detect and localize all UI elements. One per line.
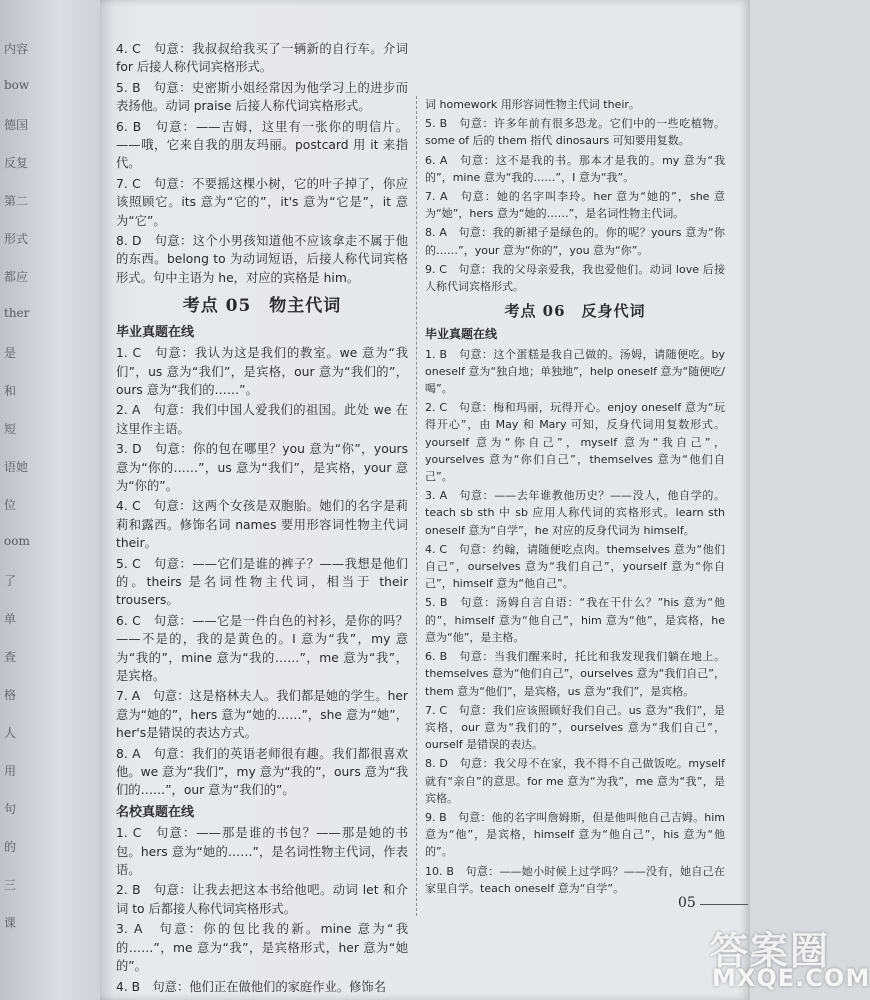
answer-item: 8. D 句意：我父母不在家，我不得不自己做饭吃。myself 就有“亲自”的意思。for me 意为“为我”，me 意为“我”，是宾格。 (425, 757, 725, 805)
answer-item: 10. B 句意：——她小时候上过学吗？——没有，她自己在家里自学。teach oneself 意为“自学”。 (425, 864, 725, 895)
left-page-fragment: bow (4, 78, 30, 92)
answer-item: 5. B 句意：汤姆自言自语：“我在干什么？”his 意为“他的”，himself 意为“他自己”，him 意为“他”，是宾格，he 意为“他”，是主格。 (425, 596, 725, 644)
book-page (100, 0, 870, 1000)
answer-item: 5. B 句意：许多年前有很多恐龙。它们中的一些吃植物。some of 后的 them 指代 dinosaurs 可知要用复数。 (425, 117, 725, 148)
section-title-06: 考点 06 反身代词 (504, 302, 646, 321)
left-page-fragment: 反复 (4, 156, 29, 170)
left-page-fragment: oom (4, 534, 30, 548)
left-page-fragment: 德国 (4, 118, 29, 132)
left-column (116, 40, 408, 998)
left-page-fragment: 人 (4, 726, 17, 740)
left-page-fragment: 用 (4, 764, 17, 778)
left-page-fragment: 课 (4, 916, 17, 930)
answer-item: 5. C 句意：——它们是谁的裤子？——我想是他们的。theirs 是名词性物主代词，相当于 their trousers。 (116, 556, 408, 608)
left-page-fragment: 格 (4, 688, 17, 702)
left-page-fragment: 是 (4, 346, 17, 360)
answer-item: 3. A 句意：你的包比我的新。mine 意为“我的……”，me 意为“我”，是宾格形式，her 意为“她的”。 (116, 922, 408, 974)
answer-item: 4. C 句意：这两个女孩是双胞胎。她们的名字是莉莉和露西。修饰名词 names 要用形容词性物主代词 their。 (116, 499, 408, 551)
left-page-fragment: 位 (4, 498, 17, 512)
answer-item: 6. A 句意：这不是我的书。那本才是我的。my 意为“我的”，mine 意为“我的……”，I 意为“我”。 (425, 153, 725, 184)
subsection-graduation-exam: 毕业真题在线 (116, 324, 195, 340)
left-page-fragment: 和 (4, 384, 17, 398)
left-page-fragment: 都应 (4, 270, 29, 284)
watermark-cn: 答案圈 (710, 929, 831, 973)
answer-item: 9. B 句意：他的名字叫詹姆斯，但是他叫他自己吉姆。him 意为“他”，是宾格，himself 意为“他自己”，his 意为“他的”。 (425, 810, 725, 859)
left-page-fragment: 了 (4, 574, 17, 588)
left-page-fragment: 单 (4, 612, 17, 626)
left-page-fragment: ther (4, 306, 30, 320)
answer-item: 7. A 句意：这是格林夫人。我们都是她的学生。her 意为“她的”，hers 意为“她的……”，she 意为“她”，her's是错误的表达方式。 (116, 689, 408, 741)
page-number-rule (700, 904, 748, 905)
left-page-fragment: 内容 (4, 42, 29, 56)
page-number: 05 (678, 895, 696, 911)
answer-item: 1. C 句意：——那是谁的书包？——那是她的书包。hers 意为“她的……”，是名词性物主代词，作表语。 (116, 826, 408, 878)
answer-item: 6. B 句意：当我们醒来时，托比和我发现我们躺在地上。themselves 意为“他们自己”，ourselves 意为“我们自己”，them 意为“他们”，是宾格，us 意为“我们”，是宾格。 (425, 650, 725, 698)
watermark-en: MXQE.COM (712, 964, 870, 992)
answer-item: 7. C 句意：我们应该照顾好我们自己。us 意为“我们”，是宾格，our 意为“我们的”，ourselves 意为“我们自己”，ourself 是错误的表达。 (425, 703, 725, 752)
answer-item: 5. B 句意：史密斯小姐经常因为他学习上的进步而表扬他。动词 praise 后接人称代词宾格形式。 (116, 80, 408, 114)
left-page-fragment: 形式 (4, 232, 29, 246)
left-page-fragment: 第二 (4, 194, 29, 208)
left-page-fragment: 的 (4, 840, 17, 854)
answer-item: 2. B 句意：让我去把这本书给他吧。动词 let 和介词 to 后都接人称代词宾格形式。 (116, 883, 408, 916)
answer-item: 6. C 句意：——它是一件白色的衬衫，是你的吗？——不是的，我的是黄色的。I 意为“我”，my 意为“我的”，mine 意为“我的……”，me 意为“我”，是宾格。 (116, 613, 408, 683)
left-page-fragment: 查 (4, 650, 17, 664)
answer-item: 2. A 句意：我们中国人爱我们的祖国。此处 we 在这里作主语。 (116, 403, 408, 436)
watermark-logo (700, 920, 870, 1000)
answer-item: 8. A 句意：我的新裙子是绿色的。你的呢？yours 意为“你的……”，your 意为“你的”，you 意为“你”。 (425, 226, 725, 257)
subsection-graduation-exam-06: 毕业真题在线 (425, 327, 498, 342)
answer-item: 7. A 句意：她的名字叫李玲。her 意为“她的”，she 意为“她”，hers 意为“她的……”，是名词性物主代词。 (425, 190, 725, 221)
answer-item: 6. B 句意：——吉姆，这里有一张你的明信片。——哦，它来自我的朋友玛丽。postcard 用 it 来指代。 (116, 119, 408, 171)
answer-item: 9. C 句意：我的父母亲爱我，我也爱他们。动词 love 后接人称代词宾格形式。 (425, 262, 725, 294)
column-divider (416, 96, 417, 916)
left-page-fragment: 语她 (4, 460, 29, 474)
left-page-fragment: 句 (4, 802, 17, 816)
left-page-fragment: 三 (4, 878, 17, 892)
left-page-fragment: 短 (4, 422, 17, 436)
answer-item: 4. B 句意：他们正在做他们的家庭作业。修饰名 (116, 979, 387, 994)
answer-item: 4. C 句意：约翰，请随便吃点肉。themselves 意为“他们自己”，ourselves 意为“我们自己”，yourself 意为“你自己”，himself 意为“他自己”。 (425, 542, 725, 591)
answer-item: 1. B 句意：这个蛋糕是我自己做的。汤姆，请随便吃。by oneself 意为“独自地；单独地”，help oneself 意为“随便吃/喝”。 (425, 347, 725, 396)
answer-item: 1. C 句意：我认为这是我们的教室。we 意为“我们”，us 意为“我们”，是宾格，our 意为“我们的”，ours 意为“我们的……”。 (116, 346, 408, 397)
right-column (425, 96, 725, 899)
answer-item: 8. D 句意：这个小男孩知道他不应该拿走不属于他的东西。belong to 为动词短语，后接人称代词宾格形式。句中主语为 he，对应的宾格是 him。 (116, 234, 408, 285)
answer-item: 3. D 句意：你的包在哪里？you 意为“你”，yours 意为“你的……”，us 意为“我们”，是宾格，your 意为“你的”。 (116, 442, 408, 493)
answer-item: 词 homework 用形容词性物主代词 their。 (425, 98, 640, 111)
answer-item: 4. C 句意：我叔叔给我买了一辆新的自行车。介词 for 后接人称代词宾格形式。 (116, 42, 408, 75)
answer-item: 2. C 句意：梅和玛丽，玩得开心。enjoy oneself 意为“玩得开心”，由 May 和 Mary 可知，反身代词用复数形式。yourself 意为“你自己”，myself 意为“我自己”，yourselves 意为“你们自己”，themselves 意为“他们自己”。 (425, 401, 725, 484)
answer-item: 3. A 句意：——去年谁教他历史？——没人，他自学的。teach sb sth 中 sb 应用人称代词的宾格形式。learn sth oneself 意为“自学”，he 对应的反身代词为 himself。 (425, 489, 725, 537)
section-title-05: 考点 05 物主代词 (182, 296, 342, 317)
subsection-famous-school-exam: 名校真题在线 (116, 804, 195, 820)
answer-item: 8. A 句意：我们的英语老师很有趣。我们都很喜欢他。we 意为“我们”，my 意为“我的”，ours 意为“我们的……”，our 意为“我们的”。 (116, 746, 408, 798)
adjacent-left-page (0, 0, 100, 1000)
answer-item: 7. C 句意：不要摇这棵小树，它的叶子掉了，你应该照顾它。its 意为“它的”，it's 意为“它是”，it 意为“它”。 (116, 176, 408, 228)
